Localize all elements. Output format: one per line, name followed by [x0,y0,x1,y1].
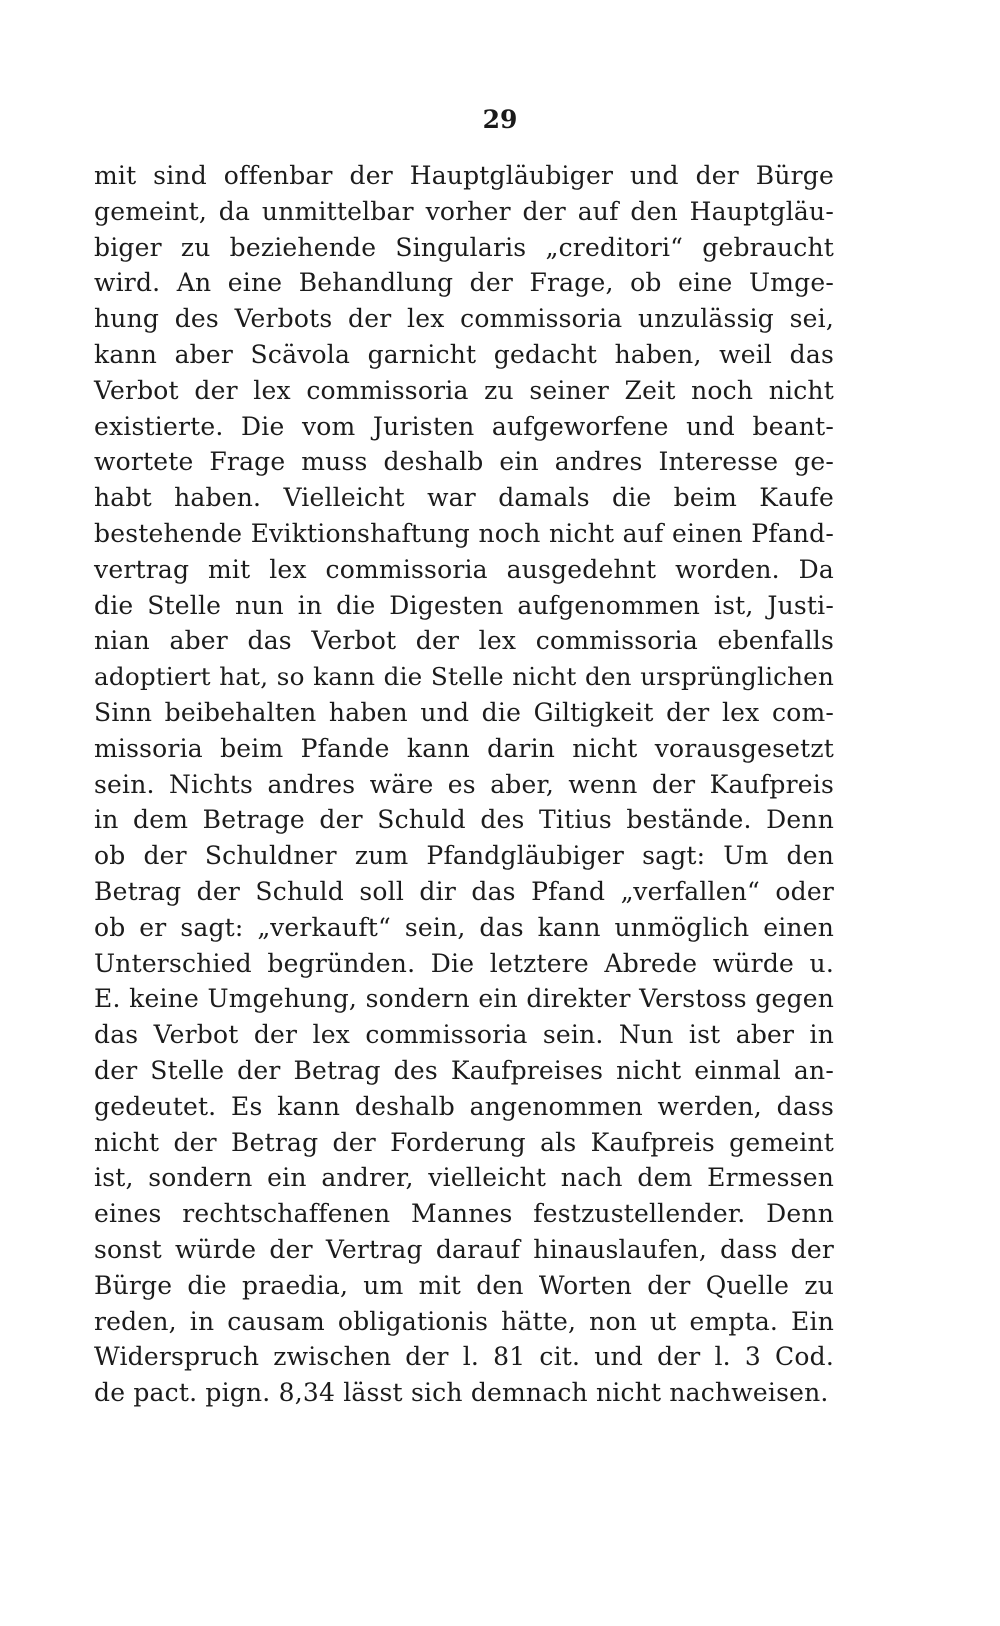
text-line: sein. Nichts andres wäre es aber, wenn der Kaufpreis [94,769,834,799]
text-line: existierte. Die vom Juristen aufgeworfene und beant- [94,411,834,441]
text-line: sonst würde der Vertrag darauf hinauslaufen, dass der [94,1234,834,1264]
text-line: hung des Verbots der lex commissoria unzulässig sei, [94,304,834,334]
text-line: reden, in causam obligationis hätte, non ut empta. Ein [94,1306,834,1336]
text-line: das Verbot der lex commissoria sein. Nun ist aber in [94,1020,834,1050]
text-line: Verbot der lex commissoria zu seiner Zeit noch nicht [94,375,834,405]
text-line: Bürge die praedia, um mit den Worten der Quelle zu [94,1270,834,1300]
text-line: nian aber das Verbot der lex commissoria ebenfalls [94,626,834,656]
text-line: der Stelle der Betrag des Kaufpreises nicht einmal an- [94,1055,834,1085]
text-line: kann aber Scävola garnicht gedacht haben, weil das [94,339,834,369]
text-line: Widerspruch zwischen der l. 81 cit. und der l. 3 Cod. [94,1342,834,1372]
text-line: Betrag der Schuld soll dir das Pfand „verfallen“ oder [94,876,834,906]
text-line: Sinn beibehalten haben und die Giltigkeit der lex com- [94,697,834,727]
text-line: biger zu beziehende Singularis „creditori“ gebraucht [94,232,834,262]
text-line: gemeint, da unmittelbar vorher der auf den Hauptgläu- [94,196,834,226]
text-line: E. keine Umgehung, sondern ein direkter Verstoss gegen [94,984,834,1014]
text-line: in dem Betrage der Schuld des Titius bestände. Denn [94,805,834,835]
text-line: die Stelle nun in die Digesten aufgenommen ist, Justi- [94,590,834,620]
text-line: wird. An eine Behandlung der Frage, ob eine Umge- [94,268,834,298]
body-text [94,158,834,1411]
text-line: wortete Frage muss deshalb ein andres Interesse ge- [94,447,834,477]
text-line: de pact. pign. 8,34 lässt sich demnach nicht nachweisen. [94,1378,829,1408]
text-line: eines rechtschaffenen Mannes festzustellender. Denn [94,1199,834,1229]
text-line: habt haben. Vielleicht war damals die beim Kaufe [94,483,834,513]
text-line: nicht der Betrag der Forderung als Kaufpreis gemeint [94,1127,834,1157]
text-line: missoria beim Pfande kann darin nicht vorausgesetzt [94,733,834,763]
text-line: ob der Schuldner zum Pfandgläubiger sagt: Um den [94,841,834,871]
text-line: bestehende Eviktionshaftung noch nicht auf einen Pfand- [94,518,834,548]
text-line: ist, sondern ein andrer, vielleicht nach dem Ermessen [94,1163,834,1193]
text-line: ob er sagt: „verkauft“ sein, das kann unmöglich einen [94,912,834,942]
text-line: vertrag mit lex commissoria ausgedehnt worden. Da [94,554,834,584]
text-line: mit sind offenbar der Hauptgläubiger und der Bürge [94,161,834,190]
page-number: 29 [482,105,518,134]
text-line: adoptiert hat, so kann die Stelle nicht den ursprünglichen [94,662,834,692]
text-line: Unterschied begründen. Die letztere Abrede würde u. [94,948,834,978]
text-line: gedeutet. Es kann deshalb angenommen werden, dass [94,1091,834,1121]
